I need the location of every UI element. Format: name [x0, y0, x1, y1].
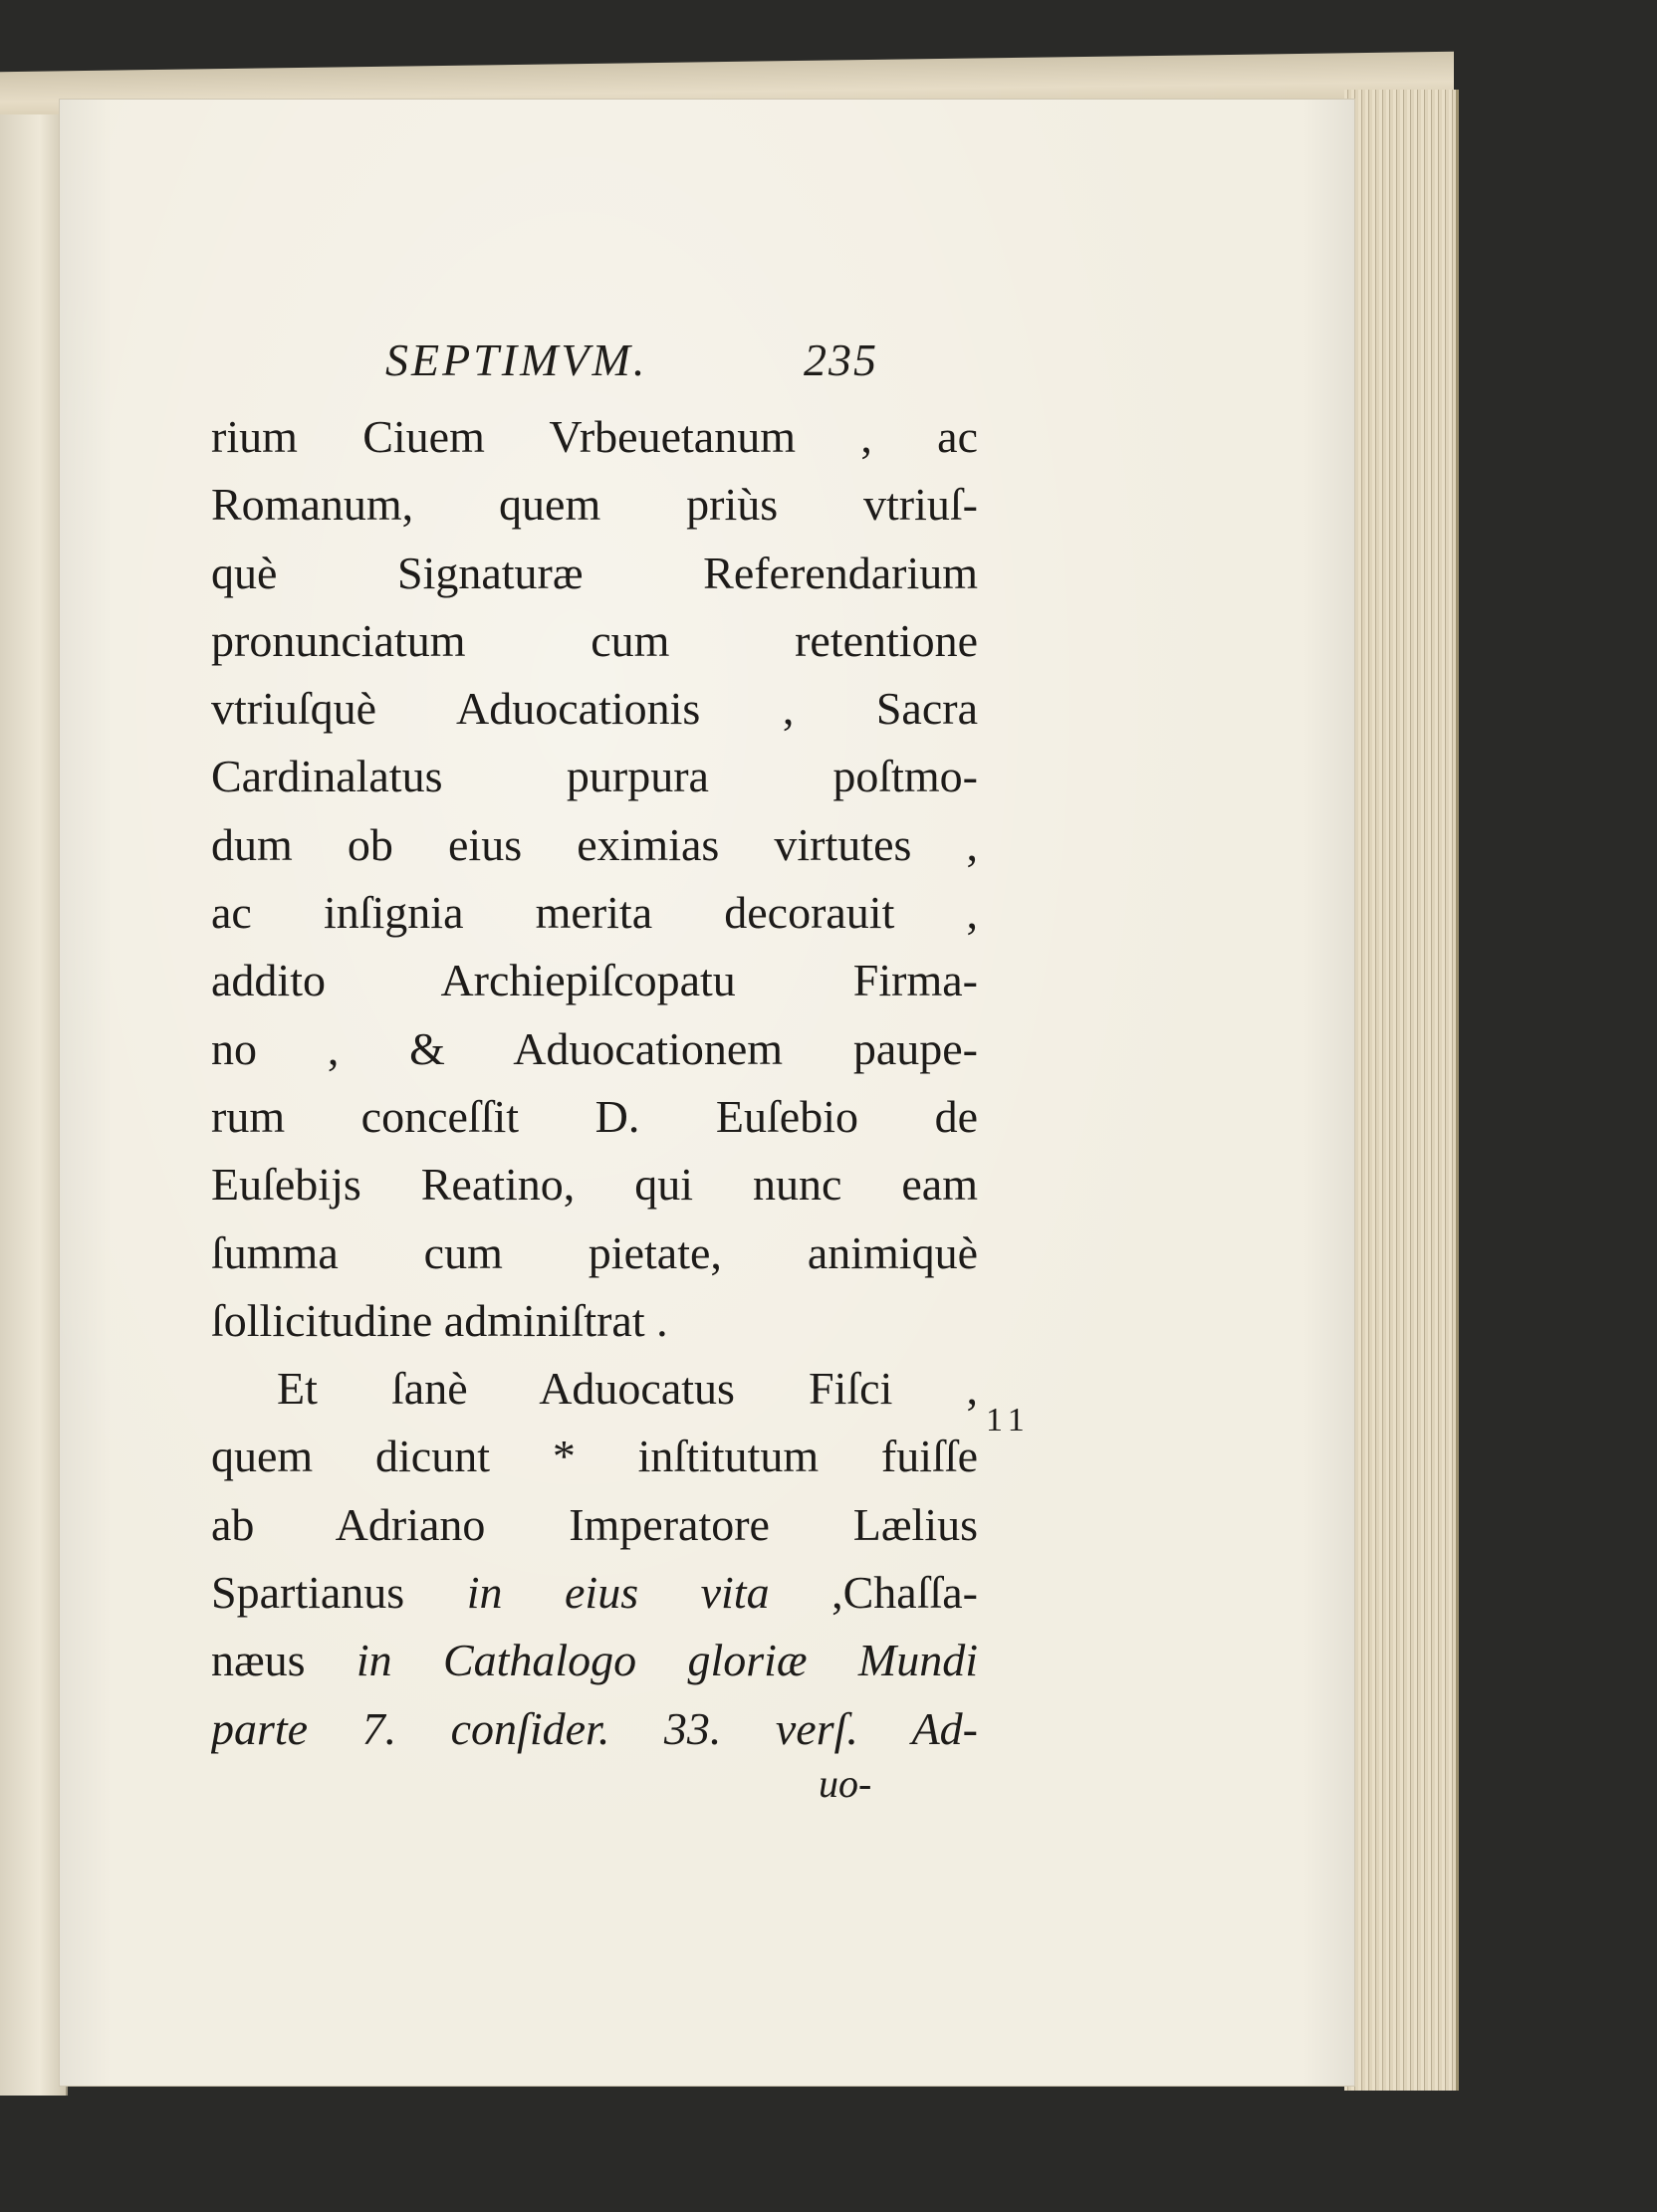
text-line: ab Adriano Imperatore Lælius	[211, 1498, 978, 1550]
text-line-italic: parte 7. conſider. 33. verſ. Ad-	[211, 1702, 978, 1754]
text-line: rium Ciuem Vrbeuetanum , ac	[211, 411, 978, 462]
text-line: vtriuſquè Aduocationis , Sacra	[211, 683, 978, 735]
text-segment-italic: in Cathalogo gloriæ Mundi	[355, 1635, 978, 1686]
text-line: rum conceſſit D. Euſebio de	[211, 1090, 978, 1142]
text-line-mixed	[211, 1559, 978, 1627]
text-line: ac inſignia merita decorauit ,	[211, 887, 978, 939]
text-line: dum ob eius eximias virtutes ,	[211, 818, 978, 870]
body-text	[211, 403, 978, 1763]
page-number: 235	[804, 334, 878, 385]
margin-note: 11	[986, 1402, 1031, 1438]
text-line: quem dicunt * inſtitutum fuiſſe	[211, 1431, 978, 1482]
text-line: pronunciatum cum retentione	[211, 614, 978, 666]
catchword: uo-	[819, 1761, 872, 1806]
text-line-mixed	[211, 1627, 978, 1694]
text-segment: Spartianus	[211, 1567, 467, 1619]
text-line: ſumma cum pietate, animiquè	[211, 1226, 978, 1278]
text-line: ſollicitudine adminiſtrat .	[211, 1294, 668, 1346]
running-head	[385, 333, 943, 386]
text-segment: ,Chaſſa-	[769, 1567, 978, 1619]
text-line: addito Archiepiſcopatu Firma-	[211, 955, 978, 1006]
text-line: Et ſanè Aduocatus Fiſci ,	[277, 1363, 978, 1415]
page-stack-edges	[1344, 90, 1459, 2091]
text-line: no , & Aduocationem paupe-	[211, 1022, 978, 1074]
previous-page-edge	[0, 114, 68, 2096]
text-line: què Signaturæ Referendarium	[211, 547, 978, 598]
running-head-title: SEPTIMVM.	[385, 334, 648, 385]
text-line: Romanum, quem priùs vtriuſ-	[211, 479, 978, 531]
text-line: Euſebijs Reatino, qui nunc eam	[211, 1159, 978, 1211]
text-segment: næus	[211, 1635, 356, 1686]
text-line: Cardinalatus purpura poſtmo-	[211, 751, 978, 802]
text-segment-italic: in eius vita	[466, 1567, 770, 1619]
